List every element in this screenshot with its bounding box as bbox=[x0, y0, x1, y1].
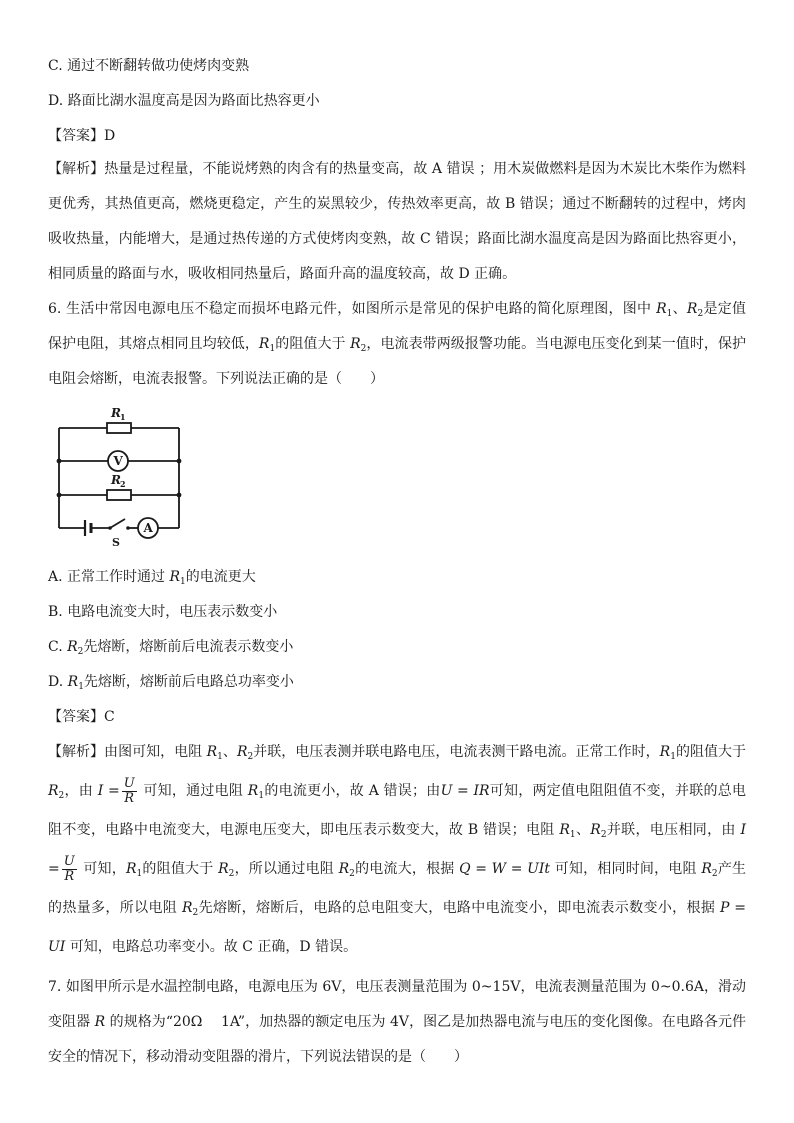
q6-option-a-text-end: 的电流更大 bbox=[185, 569, 256, 585]
subscript: 2 bbox=[697, 309, 704, 319]
switch-label: S bbox=[112, 536, 120, 549]
fraction-numerator: U bbox=[63, 853, 75, 869]
analysis-text: 并联，电压相同，由 bbox=[606, 822, 741, 838]
r1-label: R bbox=[111, 406, 121, 420]
q7-stem-text-end: 的规格为“20Ω 1A”，加热器的额定电压为 4V，图乙是加热器电流与电压的变化图像。在电路各元件安全的情况下，移动滑动变阻器的滑片，下列说法错误的是（ ） bbox=[48, 1014, 747, 1065]
analysis-text: 的阻值大于 bbox=[675, 744, 747, 760]
switch-contact bbox=[108, 526, 112, 530]
switch-blade bbox=[110, 519, 125, 528]
circuit-diagram bbox=[52, 404, 192, 550]
r2-label-sub: 2 bbox=[120, 479, 126, 489]
r1-resistor bbox=[107, 423, 131, 433]
switch-contact bbox=[126, 526, 130, 530]
fraction-denominator: R bbox=[64, 868, 75, 884]
subscript: 2 bbox=[711, 869, 718, 879]
q5-answer: 【答案】D bbox=[48, 128, 116, 144]
r-symbol: R bbox=[659, 744, 671, 760]
q6-option-d-text: D. bbox=[48, 674, 68, 690]
q5-option-d: D. 路面比湖水温度高是因为路面比热容更小 bbox=[48, 93, 320, 109]
voltmeter-label: V bbox=[113, 454, 123, 468]
q7-stem-text: 7. 如图甲所示是水温控制电路，电源电压为 6V，电压表测量范围为 0~15V，电流表测量范围为 0~0.6A，滑动变阻器 bbox=[48, 979, 746, 1030]
subscript: 2 bbox=[77, 647, 84, 657]
subscript: 1 bbox=[78, 682, 84, 692]
formula-u-eq-ir: U = IR bbox=[440, 783, 490, 799]
r-symbol: R bbox=[590, 822, 601, 838]
fraction-numerator: U bbox=[123, 775, 135, 791]
analysis-text: 、 bbox=[222, 744, 237, 760]
analysis-text: 并联，电压表测并联电路电压，电流表测干路电流。正常工作时， bbox=[253, 744, 660, 760]
analysis-text: 可知，电路总功率变小。故 C 正确，D 错误。 bbox=[65, 939, 358, 955]
r-symbol: R bbox=[169, 569, 181, 585]
formula-i-eq: I = bbox=[48, 822, 747, 877]
r2-label: R bbox=[111, 473, 121, 487]
junction-dot bbox=[177, 459, 182, 464]
junction-dot bbox=[57, 493, 62, 498]
analysis-text: 先熔断，熔断后，电路的总电阻变大，电路中电流变小，即电流表示数变小，根据 bbox=[198, 900, 721, 916]
r-symbol: R bbox=[656, 301, 667, 317]
formula-p-eq-ui: P = UI bbox=[48, 900, 746, 955]
q6-stem bbox=[48, 292, 746, 397]
q6-option-a bbox=[48, 567, 256, 587]
subscript: 2 bbox=[192, 908, 199, 918]
formula-i-eq: I = bbox=[97, 783, 120, 799]
subscript: 1 bbox=[180, 577, 186, 587]
analysis-text: 可知，通过电阻 bbox=[138, 783, 248, 799]
subscript: 1 bbox=[136, 869, 143, 879]
fraction-u-over-r bbox=[122, 777, 137, 806]
subscript: 1 bbox=[569, 830, 576, 840]
q6-answer: 【答案】C bbox=[48, 709, 115, 725]
analysis-text: 可知，相同时间，电阻 bbox=[550, 861, 702, 877]
r-symbol: R bbox=[559, 822, 570, 838]
q6-option-c bbox=[48, 637, 293, 657]
analysis-text: 的电流大，根据 bbox=[354, 861, 460, 877]
r-symbol: R bbox=[94, 1014, 106, 1030]
junction-dot bbox=[57, 459, 62, 464]
q6-stem-text-a: 6. 生活中常因电源电压不稳定而损坏电路元件，如图所示是常见的保护电路的简化原理图，图中 bbox=[48, 301, 657, 317]
subscript: 2 bbox=[247, 752, 254, 762]
r-symbol: R bbox=[701, 861, 712, 877]
r-symbol: R bbox=[67, 674, 79, 690]
r-symbol: R bbox=[125, 861, 137, 877]
q6-stem-text-b: 、 bbox=[672, 301, 687, 317]
r-symbol: R bbox=[218, 861, 229, 877]
r1-label-sub: 1 bbox=[120, 412, 126, 422]
analysis-text: 可知，两定值电阻阻值不变，并联的总电阻不变，电路中电流变大，电源电压变大，即电压表示数变大，故 B 错误；电阻 bbox=[48, 783, 747, 838]
q6-option-c-text: C. bbox=[48, 639, 68, 655]
r-symbol: R bbox=[48, 783, 59, 799]
q6-option-d bbox=[48, 672, 294, 692]
subscript: 2 bbox=[228, 869, 235, 879]
q6-stem-text-e: ，电流表带两级报警功能。当电源电压变化到某一值时，保护电阻会熔断，电流表报警。下列说法正确的是（ ） bbox=[48, 336, 747, 387]
r-symbol: R bbox=[67, 639, 78, 655]
analysis-text: 可知， bbox=[78, 861, 126, 877]
r-symbol: R bbox=[350, 336, 361, 352]
q5-option-c: C. 通过不断翻转做功使烤肉变熟 bbox=[48, 58, 250, 74]
q6-option-b: B. 电路电流变大时，电压表示数变小 bbox=[48, 604, 278, 620]
q6-option-c-text-end: 先熔断，熔断前后电流表示数变小 bbox=[83, 639, 294, 655]
fraction-denominator: R bbox=[124, 790, 135, 806]
q6-option-d-text-end: 先熔断，熔断前后电路总功率变小 bbox=[83, 674, 294, 690]
analysis-text: 产生的热量多，所以电阻 bbox=[48, 861, 747, 916]
q5-analysis: 【解析】热量是过程量，不能说烤熟的肉含有的热量变高，故 A 错误 ；用木炭做燃料是因为木炭比木柴作为燃料更优秀，其热值更高，燃烧更稳定，产生的炭黑较少，传热效率更高，故 B 错误；通过不断翻转的过程中，烤肉吸收热量，内能增大，是通过热传递的方式使烤肉变熟，故 C 错误；路面比湖水温度高是因为路面比热容更小，相同质量的路面与水，吸收相同热量后，路面升高的温度较高，故 D 正确。 bbox=[48, 161, 746, 282]
r-symbol: R bbox=[206, 744, 218, 760]
ammeter-label: A bbox=[143, 521, 153, 535]
subscript: 1 bbox=[258, 791, 265, 801]
subscript: 1 bbox=[666, 309, 673, 319]
q6-stem-text-c: 是定值保护电阻，其熔点相同且均较低， bbox=[48, 301, 747, 352]
r-symbol: R bbox=[181, 900, 193, 916]
subscript: 1 bbox=[269, 344, 276, 354]
r-symbol: R bbox=[338, 861, 350, 877]
q6-stem-text-d: 的阻值大于 bbox=[275, 336, 351, 352]
analysis-text: 的阻值大于 bbox=[142, 861, 219, 877]
q6-analysis bbox=[48, 733, 746, 967]
r-symbol: R bbox=[686, 301, 698, 317]
junction-dot bbox=[177, 493, 182, 498]
subscript: 2 bbox=[58, 791, 65, 801]
subscript: 2 bbox=[360, 344, 367, 354]
analysis-text: 的电流更小，故 A 错误；由 bbox=[264, 783, 441, 799]
analysis-text: 【解析】由图可知，电阻 bbox=[48, 744, 207, 760]
formula-q-eq-w-eq-uit: Q = W = UIt bbox=[459, 861, 551, 877]
subscript: 2 bbox=[600, 830, 607, 840]
r-symbol: R bbox=[247, 783, 259, 799]
fraction-u-over-r bbox=[62, 855, 77, 884]
r2-resistor bbox=[107, 490, 131, 500]
analysis-text: ，由 bbox=[64, 783, 98, 799]
subscript: 1 bbox=[670, 752, 676, 762]
subscript: 2 bbox=[349, 869, 355, 879]
subscript: 1 bbox=[217, 752, 223, 762]
analysis-text: ，所以通过电阻 bbox=[234, 861, 339, 877]
analysis-text: 、 bbox=[575, 822, 591, 838]
q7-stem bbox=[48, 970, 746, 1075]
r-symbol: R bbox=[236, 744, 248, 760]
r-symbol: R bbox=[258, 336, 270, 352]
q6-option-a-text: A. 正常工作时通过 bbox=[48, 569, 170, 585]
